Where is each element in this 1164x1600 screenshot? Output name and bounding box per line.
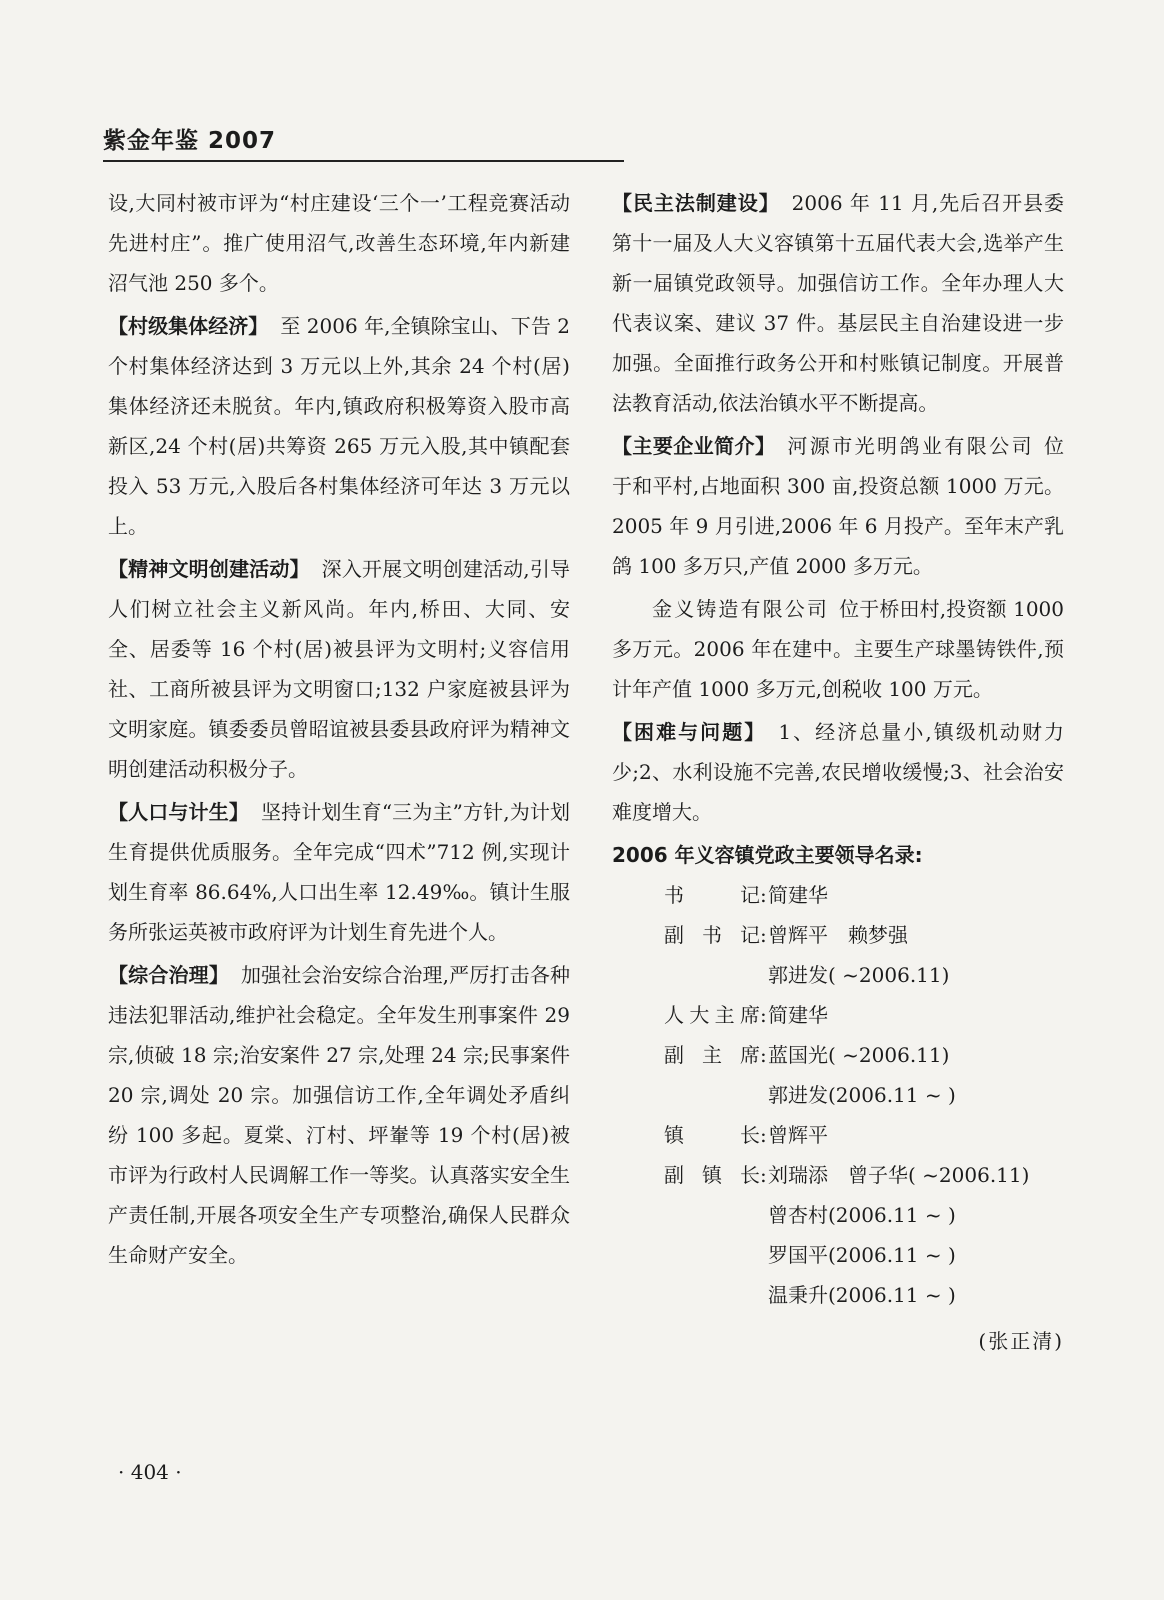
civilization-heading: 【精神文明创建活动】: [108, 557, 310, 581]
role-names: 简建华: [768, 883, 828, 907]
role-label: 副镇长: [664, 1163, 760, 1187]
population-section: [108, 792, 570, 952]
roster-continuation: 温秉升(2006.11 ~ ): [768, 1283, 956, 1307]
problems-text: 1、经济总量小,镇级机动财力少;2、水利设施不完善,农民增收缓慢;3、社会治安难度增大。: [612, 720, 1064, 824]
role-label: 副书记: [664, 923, 760, 947]
page-number: · 404 ·: [118, 1460, 182, 1484]
roster-continuation: 曾杏村(2006.11 ~ ): [768, 1203, 956, 1227]
role-label: 副主席: [664, 1043, 760, 1067]
company-2-text: 位于桥田村,投资额 1000 多万元。2006 年在建中。主要生产球墨铸铁件,预计年产值 1000 多万元,创税收 100 万元。: [612, 597, 1064, 701]
collective-economy-heading: 【村级集体经济】: [108, 314, 269, 338]
governance-section: [108, 955, 570, 1275]
roster-continuation: 郭进发( ~2006.11): [768, 963, 950, 987]
company-2-paragraph: [612, 589, 1064, 709]
problems-section: [612, 712, 1064, 832]
leadership-roster: [664, 875, 1064, 1315]
problems-heading: 【困难与问题】: [612, 720, 767, 744]
yearbook-header: 紫金年鉴 2007: [103, 128, 277, 154]
collective-economy-section: [108, 306, 570, 546]
civilization-text: 深入开展文明创建活动,引导人们树立社会主义新风尚。年内,桥田、大同、安全、居委等 16 个村(居)被县评为文明村;义容信用社、工商所被县评为文明窗口;132 户家庭被县评为文明家庭。镇委委员曾昭谊被县委县政府评为精神文明创建活动积极分子。: [108, 557, 570, 781]
role-names: 简建华: [768, 1003, 828, 1027]
left-column: [108, 183, 570, 1278]
author-credit: (张正清): [978, 1329, 1064, 1353]
democracy-heading: 【民主法制建设】: [612, 191, 780, 215]
role-names: 曾辉平: [768, 1123, 828, 1147]
governance-heading: 【综合治理】: [108, 963, 229, 987]
role-label: 人大主席: [664, 1003, 760, 1027]
opening-paragraph: 设,大同村被市评为“村庄建设‘三个一’工程竞赛活动先进村庄”。推广使用沼气,改善生态环境,年内新建沼气池 250 多个。: [108, 191, 570, 295]
roster-continuation: 郭进发(2006.11 ~ ): [768, 1083, 956, 1107]
roster-continuation: 罗国平(2006.11 ~ ): [768, 1243, 956, 1267]
right-column: [612, 183, 1064, 1361]
company-2-name: 金义铸造有限公司: [652, 597, 830, 621]
roster-row-deputy-mayor: 副镇长:刘瑞添 曾子华( ~2006.11): [664, 1155, 1064, 1195]
population-text: 坚持计划生育“三为主”方针,为计划生育提供优质服务。全年完成“四术”712 例,实现计划生育率 86.64%,人口出生率 12.49‰。镇计生服务所张运英被市政府评为计划生育先进个人。: [108, 800, 571, 944]
role-label: 镇长: [664, 1123, 760, 1147]
roster-title: 2006 年义容镇党政主要领导名录:: [612, 843, 923, 867]
company-1-text: 位于和平村,占地面积 300 亩,投资总额 1000 万元。2005 年 9 月引进,2006 年 6 月投产。至年末产乳鸽 100 多万只,产值 2000 多万元。: [612, 434, 1065, 578]
democracy-section: [612, 183, 1064, 423]
population-heading: 【人口与计生】: [108, 800, 249, 824]
democracy-text: 2006 年 11 月,先后召开县委第十一届及人大义容镇第十五届代表大会,选举产生新一届镇党政领导。加强信访工作。全年办理人大代表议案、建议 37 件。基层民主自治建设进一步加强。全面推行政务公开和村账镇记制度。开展普法教育活动,依法治镇水平不断提高。: [612, 191, 1064, 415]
company-1-name: 河源市光明鸽业有限公司: [787, 434, 1035, 458]
role-label: 书记: [664, 883, 760, 907]
role-names: 曾辉平 赖梦强: [768, 923, 908, 947]
governance-text: 加强社会治安综合治理,严厉打击各种违法犯罪活动,维护社会稳定。全年发生刑事案件 29 宗,侦破 18 宗;治安案件 27 宗,处理 24 宗;民事案件 20 宗,调处 20 宗。加强信访工作,全年调处矛盾纠纷 100 多起。夏棠、汀村、坪輋等 19 个村(居)被市评为行政村人民调解工作一等奖。认真落实安全生产责任制,开展各项安全生产专项整治,确保人民群众生命财产安全。: [108, 963, 571, 1267]
roster-row-mayor: 镇长:曾辉平: [664, 1115, 1064, 1155]
civilization-section: [108, 549, 570, 789]
roster-row-secretary: 书记:简建华: [664, 875, 1064, 915]
role-names: 蓝国光( ~2006.11): [768, 1043, 950, 1067]
roster-row-deputy-secretary: 副书记:曾辉平 赖梦强: [664, 915, 1064, 955]
collective-economy-text: 至 2006 年,全镇除宝山、下告 2 个村集体经济达到 3 万元以上外,其余 24 个村(居)集体经济还未脱贫。年内,镇政府积极筹资入股市高新区,24 个村(居)共筹资 265 万元入股,其中镇配套投入 53 万元,入股后各村集体经济可年达 3 万元以上。: [108, 314, 570, 538]
roster-row-vice-chair: 副主席:蓝国光( ~2006.11): [664, 1035, 1064, 1075]
header-rule: [103, 160, 624, 162]
enterprises-section: [612, 426, 1064, 586]
roster-row-npc-chair: 人大主席:简建华: [664, 995, 1064, 1035]
role-names: 刘瑞添 曾子华( ~2006.11): [768, 1163, 1030, 1187]
enterprises-heading: 【主要企业简介】: [612, 434, 776, 458]
